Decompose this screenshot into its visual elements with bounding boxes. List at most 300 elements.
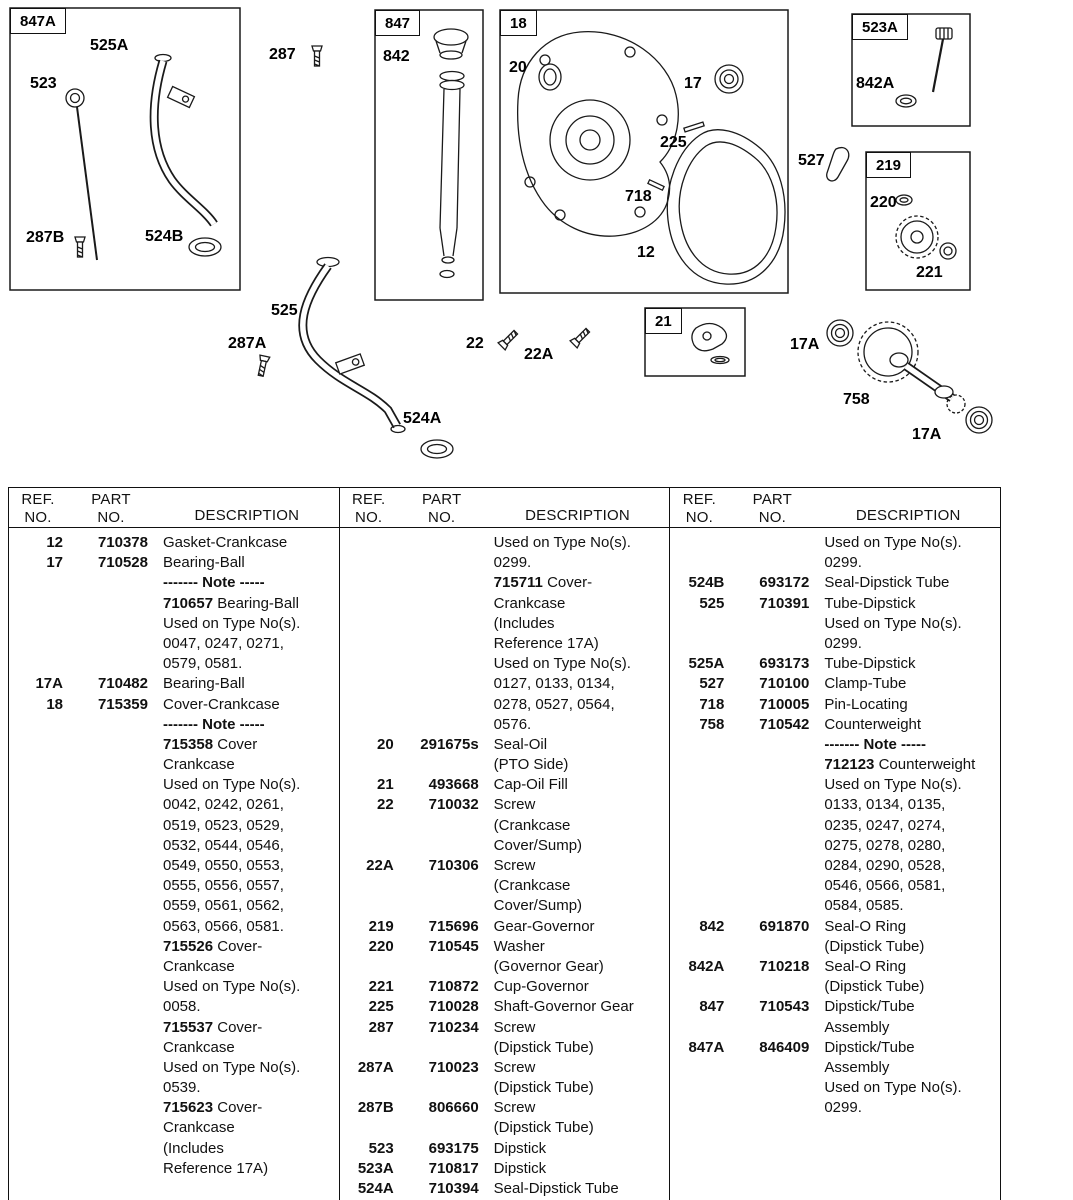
callout-287: 287 <box>269 46 296 63</box>
part-no-cell <box>398 836 486 856</box>
part-no-cell <box>67 1058 155 1078</box>
description-cell: Tube-Dipstick <box>824 655 916 673</box>
description-cell: 715711 Cover- <box>493 574 593 592</box>
description-cell: (Dipstick Tube) <box>493 1079 594 1097</box>
description-header: DESCRIPTION <box>194 507 300 524</box>
parts-diagram-section <box>0 0 1073 485</box>
description-cell: Used on Type No(s). <box>163 614 301 632</box>
ref-no-cell: 525A <box>688 655 725 673</box>
callout-22: 22 <box>466 335 484 352</box>
part-no-cell <box>67 654 155 674</box>
callout-12: 12 <box>637 244 655 261</box>
ref-no-cell: 287 <box>368 1018 394 1036</box>
part-no-cell <box>728 1018 816 1038</box>
table-row <box>9 997 339 1017</box>
ref-no-cell <box>9 1139 67 1159</box>
part-no-cell <box>67 937 155 957</box>
ref-no-cell: 527 <box>699 675 725 693</box>
description-cell: Dipstick <box>493 1139 547 1157</box>
callout-20: 20 <box>509 59 527 76</box>
ref-no-cell <box>340 715 398 735</box>
part-no-cell <box>398 896 486 916</box>
description-cell: 0576. <box>493 715 532 733</box>
description-cell: 715358 Cover <box>163 735 258 753</box>
table-row <box>340 917 670 937</box>
table-row <box>9 634 339 654</box>
part-no-cell <box>398 715 486 735</box>
table-row <box>340 977 670 997</box>
table-row <box>9 876 339 896</box>
part-no-cell <box>728 614 816 634</box>
part-no-cell <box>398 816 486 836</box>
table-row <box>9 836 339 856</box>
description-cell: 0299. <box>493 554 532 572</box>
callout-525a: 525A <box>90 37 129 54</box>
table-row <box>670 614 1000 634</box>
part-no-cell <box>398 674 486 694</box>
ref-no-cell <box>340 755 398 775</box>
part-no-cell <box>67 594 155 614</box>
table-row <box>9 1118 339 1138</box>
description-cell: Cover/Sump) <box>493 897 583 915</box>
table-row <box>340 795 670 815</box>
part-no-cell <box>398 1078 486 1098</box>
table-row <box>340 937 670 957</box>
description-header: DESCRIPTION <box>855 507 961 524</box>
table-row <box>9 937 339 957</box>
table-row <box>340 876 670 896</box>
part-no-cell: 710100 <box>759 675 810 693</box>
ref-no-cell <box>670 1078 728 1098</box>
ref-no-cell <box>670 755 728 775</box>
ref-no-cell <box>9 937 67 957</box>
description-cell: 0127, 0133, 0134, <box>493 675 615 693</box>
part-no-cell <box>67 1118 155 1138</box>
description-cell: 0563, 0566, 0581. <box>163 917 284 935</box>
table-row <box>670 836 1000 856</box>
description-cell: 0555, 0556, 0557, <box>163 877 284 895</box>
part-no-cell <box>398 957 486 977</box>
ref-no-cell <box>670 775 728 795</box>
description-cell: Bearing-Ball <box>163 675 245 693</box>
table-body <box>340 528 670 1199</box>
description-cell: 0042, 0242, 0261, <box>163 796 284 814</box>
part-no-cell: 715696 <box>428 917 479 935</box>
description-cell: 0299. <box>824 634 862 652</box>
ref-no-cell <box>340 573 398 593</box>
part-no-cell: 710542 <box>759 715 810 733</box>
part-no-cell: 693173 <box>759 655 810 673</box>
table-row <box>340 816 670 836</box>
part-no-cell <box>67 957 155 977</box>
ref-no-cell <box>340 876 398 896</box>
callout-221: 221 <box>916 264 943 281</box>
part-no-cell <box>398 573 486 593</box>
part-no-cell: 693172 <box>759 574 810 592</box>
part-no-cell: 710394 <box>428 1180 479 1197</box>
description-cell: 0546, 0566, 0581, <box>824 877 946 895</box>
description-cell: (Includes <box>163 1139 224 1157</box>
description-header: DESCRIPTION <box>525 507 630 524</box>
ref-no-cell <box>670 614 728 634</box>
part-no-cell: 691870 <box>759 917 810 935</box>
part-no-cell: 710872 <box>428 978 479 996</box>
part-no-cell <box>67 1018 155 1038</box>
description-cell: Seal-Dipstick Tube <box>824 574 950 592</box>
description-cell: 715526 Cover- <box>163 937 263 955</box>
ref-no-cell: 17 <box>46 554 63 572</box>
part-no-cell <box>67 775 155 795</box>
table-row <box>9 695 339 715</box>
ref-no-cell <box>9 573 67 593</box>
description-cell: (Crankcase <box>493 816 571 834</box>
description-cell: (Dipstick Tube) <box>824 937 925 955</box>
description-cell: Tube-Dipstick <box>824 594 916 612</box>
ref-no-cell <box>670 856 728 876</box>
description-cell: (Dipstick Tube) <box>493 1038 594 1056</box>
description-cell: 712123 Counterweight <box>824 756 976 774</box>
part-no-cell: 710817 <box>428 1159 479 1177</box>
table-row <box>340 896 670 916</box>
part-no-cell <box>67 876 155 896</box>
table-row <box>670 977 1000 997</box>
description-cell: 0278, 0527, 0564, <box>493 695 615 713</box>
description-cell: 715623 Cover- <box>163 1099 263 1117</box>
ref-no-cell <box>340 896 398 916</box>
ref-no-cell <box>670 816 728 836</box>
ref-no-cell: 525 <box>699 594 725 612</box>
part-no-header: PART NO. <box>91 491 131 526</box>
table-row <box>670 775 1000 795</box>
table-row <box>9 856 339 876</box>
description-cell: Used on Type No(s). <box>493 655 631 673</box>
table-row <box>9 816 339 836</box>
table-row <box>340 533 670 553</box>
table-row <box>9 614 339 634</box>
description-cell: Bearing-Ball <box>163 554 245 572</box>
part-no-cell <box>67 1078 155 1098</box>
part-no-cell: 710391 <box>759 594 810 612</box>
description-cell: Clamp-Tube <box>824 675 907 693</box>
table-row <box>340 654 670 674</box>
callout-287a: 287A <box>228 335 267 352</box>
description-cell: 0519, 0523, 0529, <box>163 816 284 834</box>
table-row <box>9 654 339 674</box>
ref-no-cell <box>9 634 67 654</box>
ref-no-cell <box>9 997 67 1017</box>
ref-no-cell <box>9 654 67 674</box>
description-cell: Used on Type No(s). <box>824 614 962 632</box>
table-row <box>340 573 670 593</box>
ref-no-cell: 22A <box>366 857 394 874</box>
part-no-cell: 710032 <box>428 796 479 814</box>
ref-no-cell <box>670 876 728 896</box>
description-cell: 710657 Bearing-Ball <box>163 594 299 612</box>
ref-no-cell: 523 <box>368 1139 394 1157</box>
table-row <box>670 1078 1000 1098</box>
description-cell: Used on Type No(s). <box>824 776 962 794</box>
description-cell: 0549, 0550, 0553, <box>163 857 284 874</box>
table-row <box>670 553 1000 573</box>
ref-no-cell <box>9 977 67 997</box>
part-no-cell <box>728 876 816 896</box>
description-cell: Used on Type No(s). <box>163 776 301 794</box>
table-row <box>9 1159 339 1179</box>
description-cell: (Includes <box>493 614 555 632</box>
ref-no-cell <box>670 553 728 573</box>
description-cell: Crankcase <box>163 756 235 774</box>
table-row <box>340 755 670 775</box>
ref-no-cell <box>9 795 67 815</box>
ref-no-cell <box>340 654 398 674</box>
ref-no-cell <box>9 917 67 937</box>
description-cell: Reference 17A) <box>493 634 599 652</box>
table-row <box>340 553 670 573</box>
ref-no-cell <box>670 795 728 815</box>
ref-no-cell: 220 <box>368 937 394 955</box>
table-row <box>9 755 339 775</box>
part-no-cell <box>67 614 155 634</box>
description-cell: Used on Type No(s). <box>163 978 301 996</box>
ref-no-cell <box>9 735 67 755</box>
table-header <box>340 488 670 528</box>
description-cell: Counterweight <box>824 715 922 733</box>
ref-no-cell: 718 <box>699 695 725 713</box>
ref-no-cell: 12 <box>46 534 63 551</box>
ref-no-cell <box>670 896 728 916</box>
table-row <box>670 816 1000 836</box>
table-row <box>670 957 1000 977</box>
callout-220: 220 <box>870 194 897 211</box>
description-cell: 715537 Cover- <box>163 1018 263 1036</box>
description-cell: 0047, 0247, 0271, <box>163 634 284 652</box>
ref-no-cell <box>9 594 67 614</box>
ref-no-cell <box>340 553 398 573</box>
part-no-cell: 710023 <box>428 1058 479 1076</box>
part-no-header: PART NO. <box>421 491 462 526</box>
callout-18: 18 <box>500 10 537 36</box>
part-no-cell <box>728 533 816 553</box>
description-cell: (Crankcase <box>493 877 571 895</box>
ref-no-cell <box>670 1098 728 1118</box>
table-row <box>9 917 339 937</box>
description-cell: Pin-Locating <box>824 695 908 713</box>
ref-no-cell <box>9 1058 67 1078</box>
part-no-cell <box>728 1058 816 1078</box>
part-no-cell: 710306 <box>428 857 479 874</box>
description-cell: Cover/Sump) <box>493 836 583 854</box>
table-row <box>670 1038 1000 1058</box>
part-no-cell <box>728 735 816 755</box>
ref-no-cell <box>9 614 67 634</box>
ref-no-cell: 842A <box>688 957 725 975</box>
ref-no-cell <box>340 836 398 856</box>
description-cell: Screw <box>493 1099 536 1117</box>
part-no-cell: 710005 <box>759 695 810 713</box>
ref-no-cell <box>9 957 67 977</box>
description-cell: Seal-Dipstick Tube <box>493 1180 619 1197</box>
ref-no-cell <box>340 1038 398 1058</box>
description-cell: 0539. <box>163 1079 201 1097</box>
description-cell: ------- Note ----- <box>163 715 265 733</box>
ref-no-cell: 847 <box>699 998 725 1016</box>
description-cell: 0579, 0581. <box>163 655 243 673</box>
table-row <box>340 775 670 795</box>
table-row <box>9 1078 339 1098</box>
part-no-cell: 846409 <box>759 1038 810 1056</box>
table-row <box>9 1058 339 1078</box>
description-cell: 0235, 0247, 0274, <box>824 816 946 834</box>
callout-17a: 17A <box>790 336 820 353</box>
ref-no-cell: 17A <box>35 675 63 693</box>
ref-no-cell <box>9 1038 67 1058</box>
ref-no-cell <box>340 957 398 977</box>
table-row <box>670 856 1000 876</box>
description-cell: ------- Note ----- <box>163 574 265 592</box>
part-no-cell <box>398 876 486 896</box>
description-cell: ------- Note ----- <box>824 735 926 753</box>
table-row <box>340 695 670 715</box>
ref-no-cell <box>340 816 398 836</box>
table-row <box>340 674 670 694</box>
part-no-cell <box>728 856 816 876</box>
table-header <box>9 488 339 528</box>
part-no-cell <box>728 1098 816 1118</box>
ref-no-cell <box>340 594 398 614</box>
ref-no-cell <box>340 614 398 634</box>
table-row <box>340 1118 670 1138</box>
ref-no-cell <box>340 674 398 694</box>
table-row <box>670 1058 1000 1078</box>
part-no-cell <box>398 755 486 775</box>
part-no-cell <box>728 795 816 815</box>
part-no-cell: 710378 <box>97 534 148 551</box>
part-no-cell <box>398 1038 486 1058</box>
ref-no-cell <box>9 755 67 775</box>
table-row <box>340 715 670 735</box>
description-cell: Screw <box>493 1058 536 1076</box>
callout-847a: 847A <box>10 8 66 34</box>
part-no-cell <box>67 1038 155 1058</box>
description-cell: Used on Type No(s). <box>824 534 962 551</box>
callout-718: 718 <box>625 188 652 205</box>
table-row <box>9 735 339 755</box>
ref-no-cell: 523A <box>357 1159 394 1177</box>
callout-842a: 842A <box>856 75 895 92</box>
table-row <box>670 654 1000 674</box>
callout-17a: 17A <box>912 426 942 443</box>
part-no-cell <box>398 695 486 715</box>
ref-no-cell: 847A <box>688 1038 725 1056</box>
table-row <box>340 836 670 856</box>
part-no-cell: 693175 <box>428 1139 479 1157</box>
ref-no-cell: 22 <box>376 796 394 814</box>
part-no-cell <box>728 836 816 856</box>
description-cell: Crankcase <box>163 1119 235 1137</box>
table-row <box>670 755 1000 775</box>
ref-no-cell <box>670 1018 728 1038</box>
description-cell: 0299. <box>824 1099 862 1117</box>
table-row <box>340 856 670 876</box>
part-no-cell <box>728 896 816 916</box>
description-cell: 0584, 0585. <box>824 897 904 915</box>
callout-225: 225 <box>660 134 687 151</box>
ref-no-cell <box>9 1018 67 1038</box>
table-row <box>340 614 670 634</box>
table-row <box>340 1179 670 1199</box>
ref-no-cell <box>670 634 728 654</box>
ref-no-cell <box>670 735 728 755</box>
description-cell: Crankcase <box>163 1038 235 1056</box>
part-no-cell <box>398 553 486 573</box>
part-no-cell: 291675s <box>420 735 479 753</box>
ref-no-header: REF. NO. <box>21 491 55 526</box>
part-no-cell <box>728 553 816 573</box>
ref-no-cell: 758 <box>699 715 725 733</box>
part-no-cell <box>67 1139 155 1159</box>
ref-no-cell <box>9 1159 67 1179</box>
part-no-cell <box>398 594 486 614</box>
description-cell: Seal-Oil <box>493 735 548 753</box>
ref-no-cell <box>9 1078 67 1098</box>
description-cell: Cover-Crankcase <box>163 695 280 713</box>
table-row <box>670 1018 1000 1038</box>
part-no-cell <box>67 634 155 654</box>
ref-no-cell <box>340 695 398 715</box>
ref-no-cell <box>9 836 67 856</box>
part-no-cell: 493668 <box>428 776 479 794</box>
table-row <box>670 896 1000 916</box>
description-cell: 0275, 0278, 0280, <box>824 836 946 854</box>
table-row <box>670 674 1000 694</box>
ref-no-cell <box>670 836 728 856</box>
callout-22a: 22A <box>524 346 554 363</box>
callout-523a: 523A <box>852 14 908 40</box>
callout-758: 758 <box>843 391 870 408</box>
description-cell: 0559, 0561, 0562, <box>163 897 284 915</box>
table-row <box>9 553 339 573</box>
part-no-cell <box>728 937 816 957</box>
description-cell: Used on Type No(s). <box>824 1079 962 1097</box>
description-cell: 0284, 0290, 0528, <box>824 857 946 874</box>
ref-no-cell <box>9 1118 67 1138</box>
table-row <box>9 1098 339 1118</box>
ref-no-cell: 219 <box>368 917 394 935</box>
table-row <box>340 1139 670 1159</box>
description-cell: Dipstick <box>493 1159 547 1177</box>
callout-17: 17 <box>684 75 702 92</box>
callout-524b: 524B <box>145 228 184 245</box>
ref-no-cell <box>9 1098 67 1118</box>
table-row <box>670 715 1000 735</box>
table-row <box>9 775 339 795</box>
part-no-cell <box>728 755 816 775</box>
parts-col-2 <box>669 488 1000 1200</box>
table-row <box>670 695 1000 715</box>
description-cell: Gear-Governor <box>493 917 595 935</box>
ref-no-cell <box>9 876 67 896</box>
description-cell: (Governor Gear) <box>493 957 604 975</box>
table-row <box>9 674 339 694</box>
part-no-cell <box>728 775 816 795</box>
ref-no-cell: 20 <box>376 735 394 753</box>
table-row <box>340 735 670 755</box>
ref-no-header: REF. NO. <box>352 491 386 526</box>
ref-no-cell: 18 <box>46 695 63 713</box>
description-cell: Screw <box>493 796 536 814</box>
part-no-cell: 710028 <box>428 998 479 1016</box>
table-row <box>340 997 670 1017</box>
